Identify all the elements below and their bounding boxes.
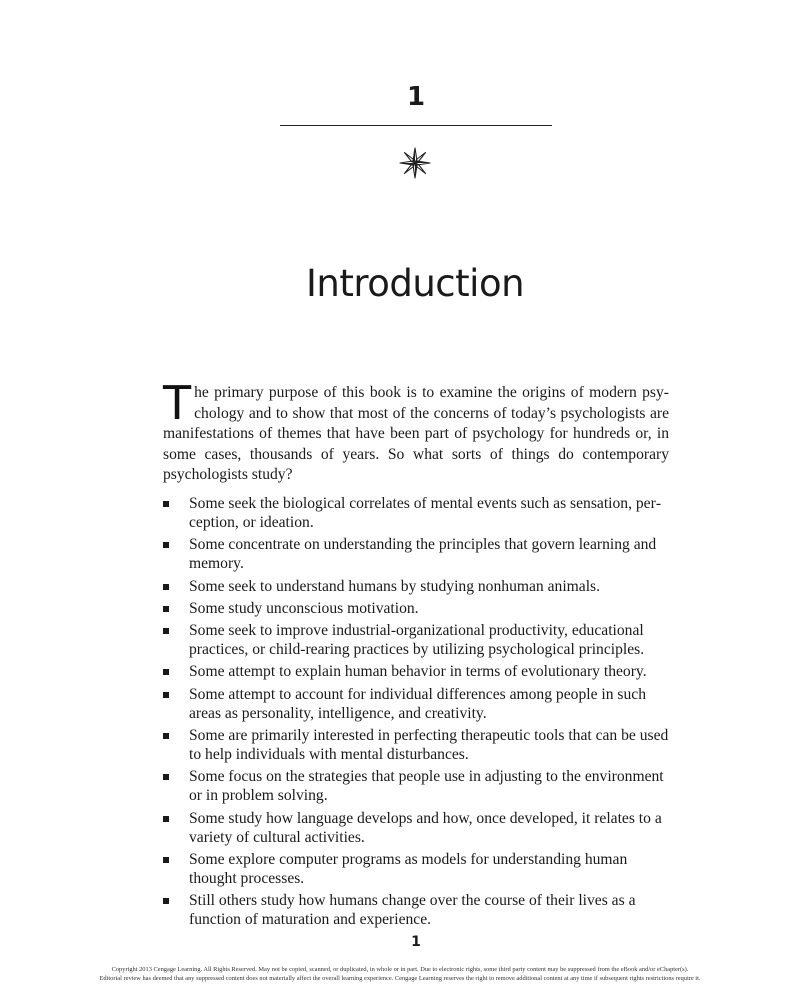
list-item [163,599,673,618]
list-item [163,577,673,596]
list-item-text: Some study unconscious motivation. [189,599,419,617]
bullet-list [163,494,673,933]
list-item-text: Some attempt to explain human behavior in terms of evolutionary theory. [189,663,647,681]
chapter-divider [280,125,552,126]
square-bullet-icon [163,542,169,548]
list-item [163,621,673,659]
list-item [163,662,673,681]
copyright-line: Editorial review has deemed that any suppressed content does not materially affect the overall learning experience. Cengage Learning reserves the right to remove additional content at any time if subsequent rights restrictions require it. [99,975,701,982]
list-item [163,891,673,929]
list-item-text: Some focus on the strategies that people use in adjusting to the environment or in problem solving. [189,768,664,805]
square-bullet-icon [163,628,169,634]
list-item-text: Some concentrate on understanding the principles that govern learning and memory. [189,536,657,573]
square-bullet-icon [163,733,169,739]
page-number: 1 [411,934,421,950]
copyright-notice [20,965,780,983]
drop-cap-letter: T [163,376,192,430]
compass-star-icon [399,147,431,179]
list-item [163,726,673,764]
square-bullet-icon [163,501,169,507]
intro-text: he primary purpose of this book is to examine the origins of modern psychology and to show that most of the concerns of today’s psychologists are manifestations of themes that have been part of psychology for hundreds or, in some cases, thousands of years. So what sorts of things do contemporary psychologists study? [163,384,669,484]
square-bullet-icon [163,898,169,904]
list-item-text: Some seek to understand humans by studying nonhuman animals. [189,577,601,595]
square-bullet-icon [163,857,169,863]
intro-paragraph [163,376,669,486]
list-item [163,767,673,805]
list-item-text: Some seek to improve industrial-organizational productivity, educational practices, or child-rearing practices by utilizing psychological principles. [189,622,645,659]
list-item-text: Some explore computer programs as models for understanding human thought processes. [189,850,628,887]
list-item-text: Some study how language develops and how, once developed, it relates to a variety of cultural activities. [189,809,662,846]
chapter-number: 1 [406,82,426,112]
square-bullet-icon [163,669,169,675]
list-item-text: Still others study how humans change over the course of their lives as a function of maturation and experience. [189,892,636,929]
list-item-text: Some are primarily interested in perfecting therapeutic tools that can be used to help individuals with mental disturbances. [189,727,669,764]
square-bullet-icon [163,692,169,698]
square-bullet-icon [163,816,169,822]
square-bullet-icon [163,774,169,780]
list-item [163,850,673,888]
list-item [163,685,673,723]
list-item [163,535,673,573]
chapter-title: Introduction [305,261,525,305]
list-item-text: Some seek the biological correlates of mental events such as sensation, perception, or ideation. [189,495,662,531]
copyright-line: Copyright 2013 Cengage Learning. All Rights Reserved. May not be copied, scanned, or duplicated, in whole or in part. Due to electronic rights, some third party content may be suppressed from the eBook and/or eChapter(s). [111,966,689,973]
square-bullet-icon [163,606,169,612]
list-item [163,494,673,532]
list-item [163,809,673,847]
square-bullet-icon [163,584,169,590]
list-item-text: Some attempt to account for individual differences among people in such areas as personality, intelligence, and creativity. [189,685,647,722]
